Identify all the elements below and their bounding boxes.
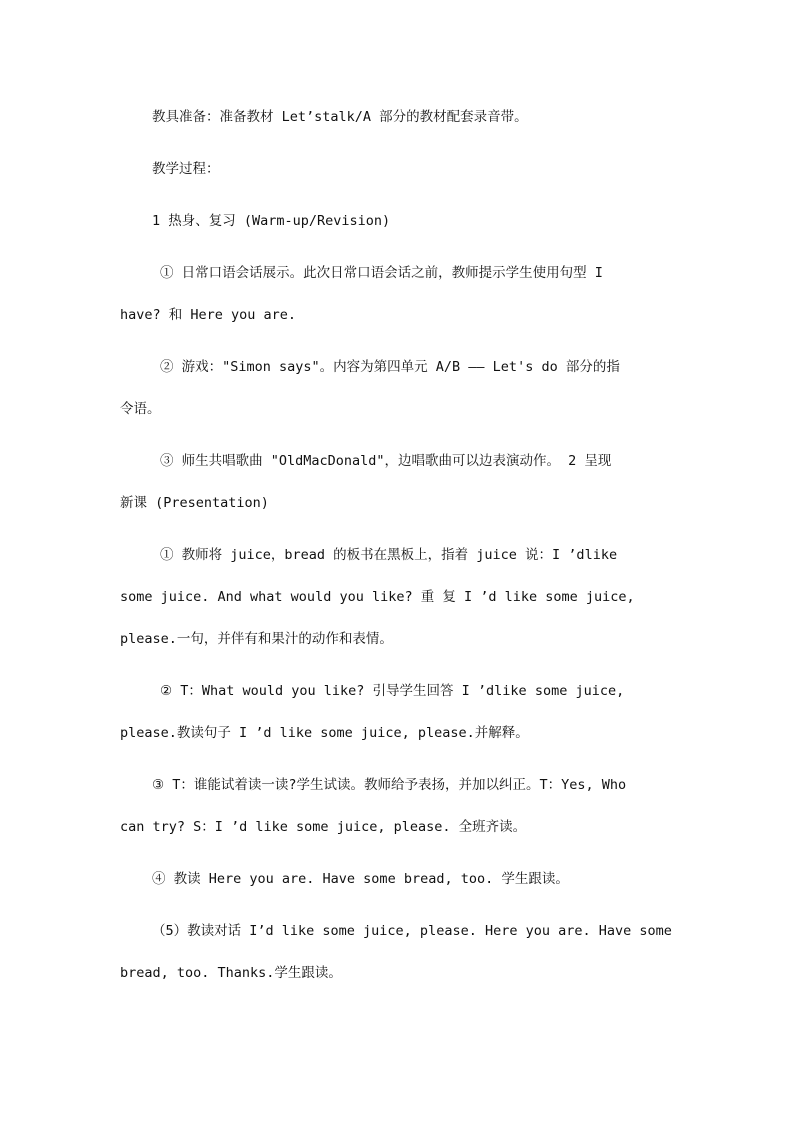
paragraph-line: ③ T：谁能试着读一读?学生试读。教师给予表扬，并加以纠正。T：Yes, Who: [152, 777, 627, 793]
paragraph-line: bread, too. Thanks.学生跟读。: [120, 965, 342, 981]
paragraph-line: 令语。: [120, 401, 161, 417]
teaching-process-heading: 教学过程：: [152, 161, 220, 177]
section-warmup-heading: 1 热身、复习 (Warm-up/Revision): [152, 213, 391, 229]
paragraph-line: 新课 (Presentation): [120, 495, 269, 511]
paragraph-line: ② T：What would you like? 引导学生回答 I ’dlike some juice,: [160, 683, 625, 699]
paragraph-line: ④ 教读 Here you are. Have some bread, too. 学生跟读。: [152, 871, 569, 887]
paragraph-line: can try? S：I ’d like some juice, please. 全班齐读。: [120, 819, 527, 835]
paragraph-line: ② 游戏："Simon says"。内容为第四单元 A/B —— Let's do 部分的指: [160, 359, 620, 375]
paragraph-line: （5）教读对话 I’d like some juice, please. Here you are. Have some: [152, 923, 672, 939]
paragraph-line: please.一句，并伴有和果汁的动作和表情。: [120, 631, 393, 647]
paragraph-line: ③ 师生共唱歌曲 "OldMacDonald"，边唱歌曲可以边表演动作。 2 呈现: [160, 453, 612, 469]
paragraph-line: some juice. And what would you like? 重 复 I ’d like some juice,: [120, 589, 635, 605]
paragraph-line: have? 和 Here you are.: [120, 307, 297, 323]
teaching-aids-line: 教具准备：准备教材 Let’stalk/A 部分的教材配套录音带。: [152, 109, 528, 125]
paragraph-line: ① 教师将 juice，bread 的板书在黑板上，指着 juice 说：I ’dlike: [160, 547, 618, 563]
paragraph-line: ① 日常口语会话展示。此次日常口语会话之前，教师提示学生使用句型 I: [160, 265, 603, 281]
paragraph-line: please.教读句子 I ’d like some juice, please.并解释。: [120, 725, 529, 741]
